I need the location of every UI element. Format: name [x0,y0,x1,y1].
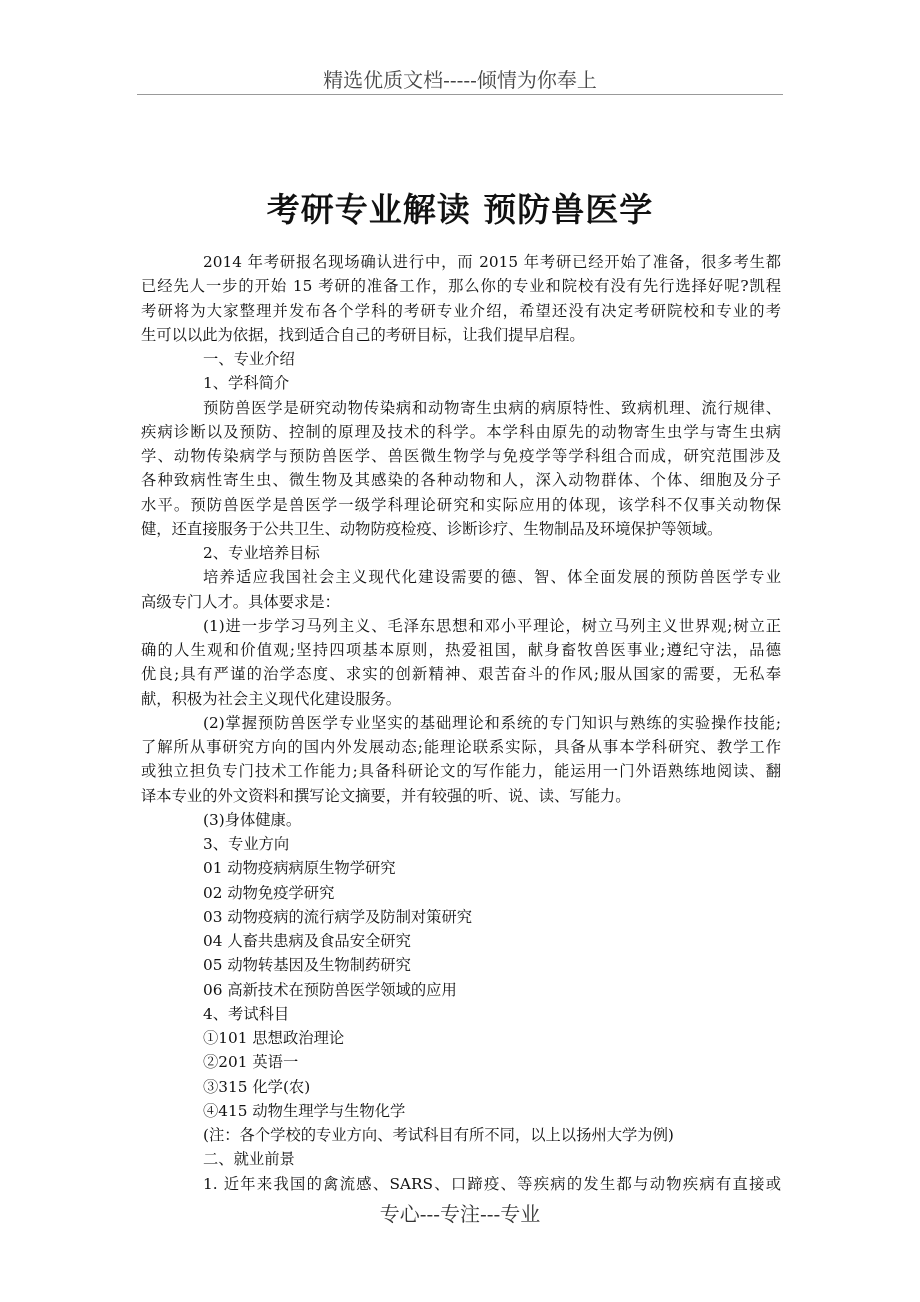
text-line: 确的人生观和价值观;坚持四项基本原则，热爱祖国，献身畜牧兽医事业;遵纪守法，品德 [141,641,781,659]
text-line: 预防兽医学是研究动物传染病和动物寄生虫病的病原特性、致病机理、流行规律、 [203,398,781,417]
text-line: 高级专门人才。具体要求是： [141,592,340,611]
text-line: 3、专业方向 [203,835,290,853]
text-line: (1)进一步学习马列主义、毛泽东思想和邓小平理论，树立马列主义世界观;树立正 [203,616,781,635]
text-line: ①101 思想政治理论 [203,1029,345,1047]
text-line: 2、专业培养目标 [203,544,320,562]
text-line: ③315 化学(农) [203,1077,311,1096]
text-line: 或独立担负专门技术工作能力;具备科研论文的写作能力，能运用一门外语熟练地阅读、翻 [141,762,781,781]
header-divider [137,94,783,95]
text-line: 培养适应我国社会主义现代化建设需要的德、智、体全面发展的预防兽医学专业 [203,568,781,587]
text-line: 1. 近年来我国的禽流感、SARS、口蹄疫、等疾病的发生都与动物疾病有直接或 [203,1174,781,1193]
text-line: 01 动物疫病病原生物学研究 [203,859,396,878]
text-line: 考研将为大家整理并发布各个学科的考研专业介绍，希望还没有决定考研院校和专业的考 [141,301,781,320]
text-line: 已经先人一步的开始 15 考研的准备工作，那么你的专业和院校有没有先行选择好呢?凯程 [141,277,781,296]
text-line: 1、学科简介 [203,374,290,393]
document-body [141,250,781,1196]
text-line: 各种致病性寄生虫、微生物及其感染的各种动物和人，深入动物群体、个体、细胞及分子 [141,471,781,490]
text-line: 生可以以此为依据，找到适合自己的考研目标，让我们提早启程。 [141,325,585,344]
text-line: 2014 年考研报名现场确认进行中，而 2015 年考研已经开始了准备，很多考生都 [203,253,781,271]
text-line: 04 人畜共患病及食品安全研究 [203,932,411,950]
text-line: 疾病诊断以及预防、控制的原理及技术的科学。本学科由原先的动物寄生虫学与寄生虫病 [141,422,781,441]
text-line: 优良;具有严谨的治学态度、求实的创新精神、艰苦奋斗的作风;服从国家的需要，无私奉 [141,665,781,684]
text-line: 水平。预防兽医学是兽医学一级学科理论研究和实际应用的体现，该学科不仅事关动物保 [141,495,781,514]
text-line: 健，还直接服务于公共卫生、动物防疫检疫、诊断诊疗、生物制品及环境保护等领域。 [141,519,723,538]
text-line: 05 动物转基因及生物制药研究 [203,956,411,975]
text-line: 4、考试科目 [203,1004,290,1023]
text-line: ②201 英语一 [203,1053,299,1072]
text-line: 06 高新技术在预防兽医学领域的应用 [203,980,457,999]
text-line: 了解所从事研究方向的国内外发展动态;能理论联系实际，具备从事本学科研究、教学工作 [141,738,781,756]
text-line: 02 动物免疫学研究 [203,883,335,902]
text-line: 献，积极为社会主义现代化建设服务。 [141,689,402,708]
text-line: 二、就业前景 [203,1150,295,1169]
text-line: 译本专业的外文资料和撰写论文摘要，并有较强的听、说、读、写能力。 [141,786,631,805]
text-line: 一、专业介绍 [203,350,295,368]
page-footer: 专心---专注---专业 [379,1202,541,1226]
text-line: 03 动物疫病的流行病学及防制对策研究 [203,907,473,926]
text-line: (2)掌握预防兽医学专业坚实的基础理论和系统的专门知识与熟练的实验操作技能; [203,713,781,732]
document-title: 考研专业解读 预防兽医学 [266,190,654,229]
text-line: (3)身体健康。 [203,810,302,829]
page-header: 精选优质文档-----倾情为你奉上 [323,68,597,92]
text-line: ④415 动物生理学与生物化学 [203,1101,406,1120]
text-line: (注：各个学校的专业方向、考试科目有所不同，以上以扬州大学为例) [203,1126,674,1144]
text-line: 学、动物传染病学与预防兽医学、兽医微生物学与免疫学等学科组合而成，研究范围涉及 [141,447,781,465]
